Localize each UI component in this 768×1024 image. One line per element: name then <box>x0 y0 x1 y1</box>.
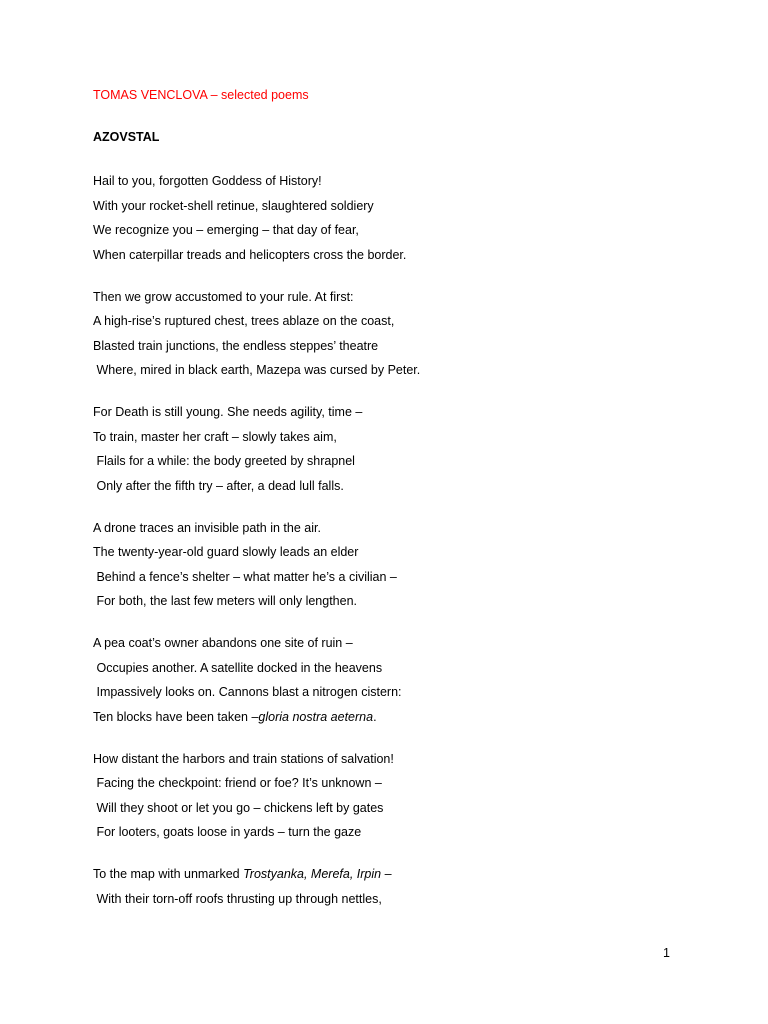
line-text: With their torn-off roofs thrusting up through nettles, <box>93 891 382 906</box>
line-text: How distant the harbors and train stations of salvation! <box>93 751 394 766</box>
poem-line <box>93 565 713 590</box>
italic-text: Trostyanka, Merefa, Irpin <box>243 867 382 881</box>
line-text: For both, the last few meters will only lengthen. <box>93 594 358 608</box>
poem-body <box>93 169 713 911</box>
page-content <box>93 86 713 929</box>
line-text: To the map with unmarked <box>93 867 244 881</box>
poem-line <box>93 169 713 194</box>
line-text: A high-rise’s ruptured chest, trees ablaze on the coast, <box>93 314 395 328</box>
poem-line <box>93 747 713 772</box>
line-text: – <box>381 867 392 881</box>
line-text: Occupies another. A satellite docked in the heavens <box>93 660 383 675</box>
line-text: Then we grow accustomed to your rule. At first: <box>93 289 354 304</box>
poem-line <box>93 243 713 268</box>
stanza <box>93 400 713 498</box>
stanza <box>93 516 713 614</box>
stanza <box>93 169 713 267</box>
italic-text: gloria nostra aeterna <box>258 709 374 724</box>
line-text: Will they shoot or let you go – chickens left by gates <box>93 800 384 815</box>
stanza <box>93 747 713 845</box>
line-text: Hail to you, forgotten Goddess of History! <box>93 174 322 188</box>
poem-line <box>93 705 713 730</box>
line-text: When caterpillar treads and helicopters cross the border. <box>93 247 407 262</box>
stanza <box>93 631 713 729</box>
poem-line <box>93 218 713 243</box>
poem-title: AZOVSTAL <box>93 130 160 144</box>
line-text: Ten blocks have been taken – <box>93 709 259 724</box>
poem-line <box>93 358 713 383</box>
stanza <box>93 862 713 911</box>
poem-line <box>93 334 713 359</box>
poem-line <box>93 285 713 310</box>
poem-line <box>93 400 713 425</box>
poem-line <box>93 425 713 450</box>
line-text: Where, mired in black earth, Mazepa was cursed by Peter. <box>93 363 421 377</box>
line-text: . <box>373 709 377 724</box>
line-text: For looters, goats loose in yards – turn the gaze <box>93 825 362 839</box>
poem-line <box>93 309 713 334</box>
poem-line <box>93 631 713 656</box>
line-text: Blasted train junctions, the endless steppes’ theatre <box>93 338 379 353</box>
poem-line <box>93 589 713 614</box>
line-text: Flails for a while: the body greeted by shrapnel <box>93 454 355 468</box>
poem-line <box>93 887 713 912</box>
poem-line <box>93 796 713 821</box>
poem-line <box>93 820 713 845</box>
page-number: 1 <box>663 946 670 960</box>
line-text: Behind a fence’s shelter – what matter he’s a civilian – <box>93 569 397 584</box>
line-text: For Death is still young. She needs agility, time – <box>93 405 363 419</box>
line-text: Facing the checkpoint: friend or foe? It’s unknown – <box>93 776 382 790</box>
poem-line <box>93 680 713 705</box>
poem-line <box>93 540 713 565</box>
line-text: We recognize you – emerging – that day of fear, <box>93 223 359 237</box>
line-text: With your rocket-shell retinue, slaughtered soldiery <box>93 198 374 213</box>
stanza <box>93 285 713 383</box>
poem-line <box>93 449 713 474</box>
line-text: To train, master her craft – slowly takes aim, <box>93 429 337 444</box>
line-text: A drone traces an invisible path in the air. <box>93 520 321 535</box>
line-text: The twenty-year-old guard slowly leads an elder <box>93 545 359 559</box>
line-text: Only after the fifth try – after, a dead lull falls. <box>93 478 344 493</box>
poem-line <box>93 656 713 681</box>
poem-line <box>93 194 713 219</box>
poem-line <box>93 862 713 887</box>
document-header: TOMAS VENCLOVA – selected poems <box>93 88 309 102</box>
line-text: A pea coat’s owner abandons one site of ruin – <box>93 636 353 650</box>
poem-line <box>93 771 713 796</box>
poem-line <box>93 516 713 541</box>
line-text: Impassively looks on. Cannons blast a nitrogen cistern: <box>93 685 402 699</box>
poem-line <box>93 474 713 499</box>
